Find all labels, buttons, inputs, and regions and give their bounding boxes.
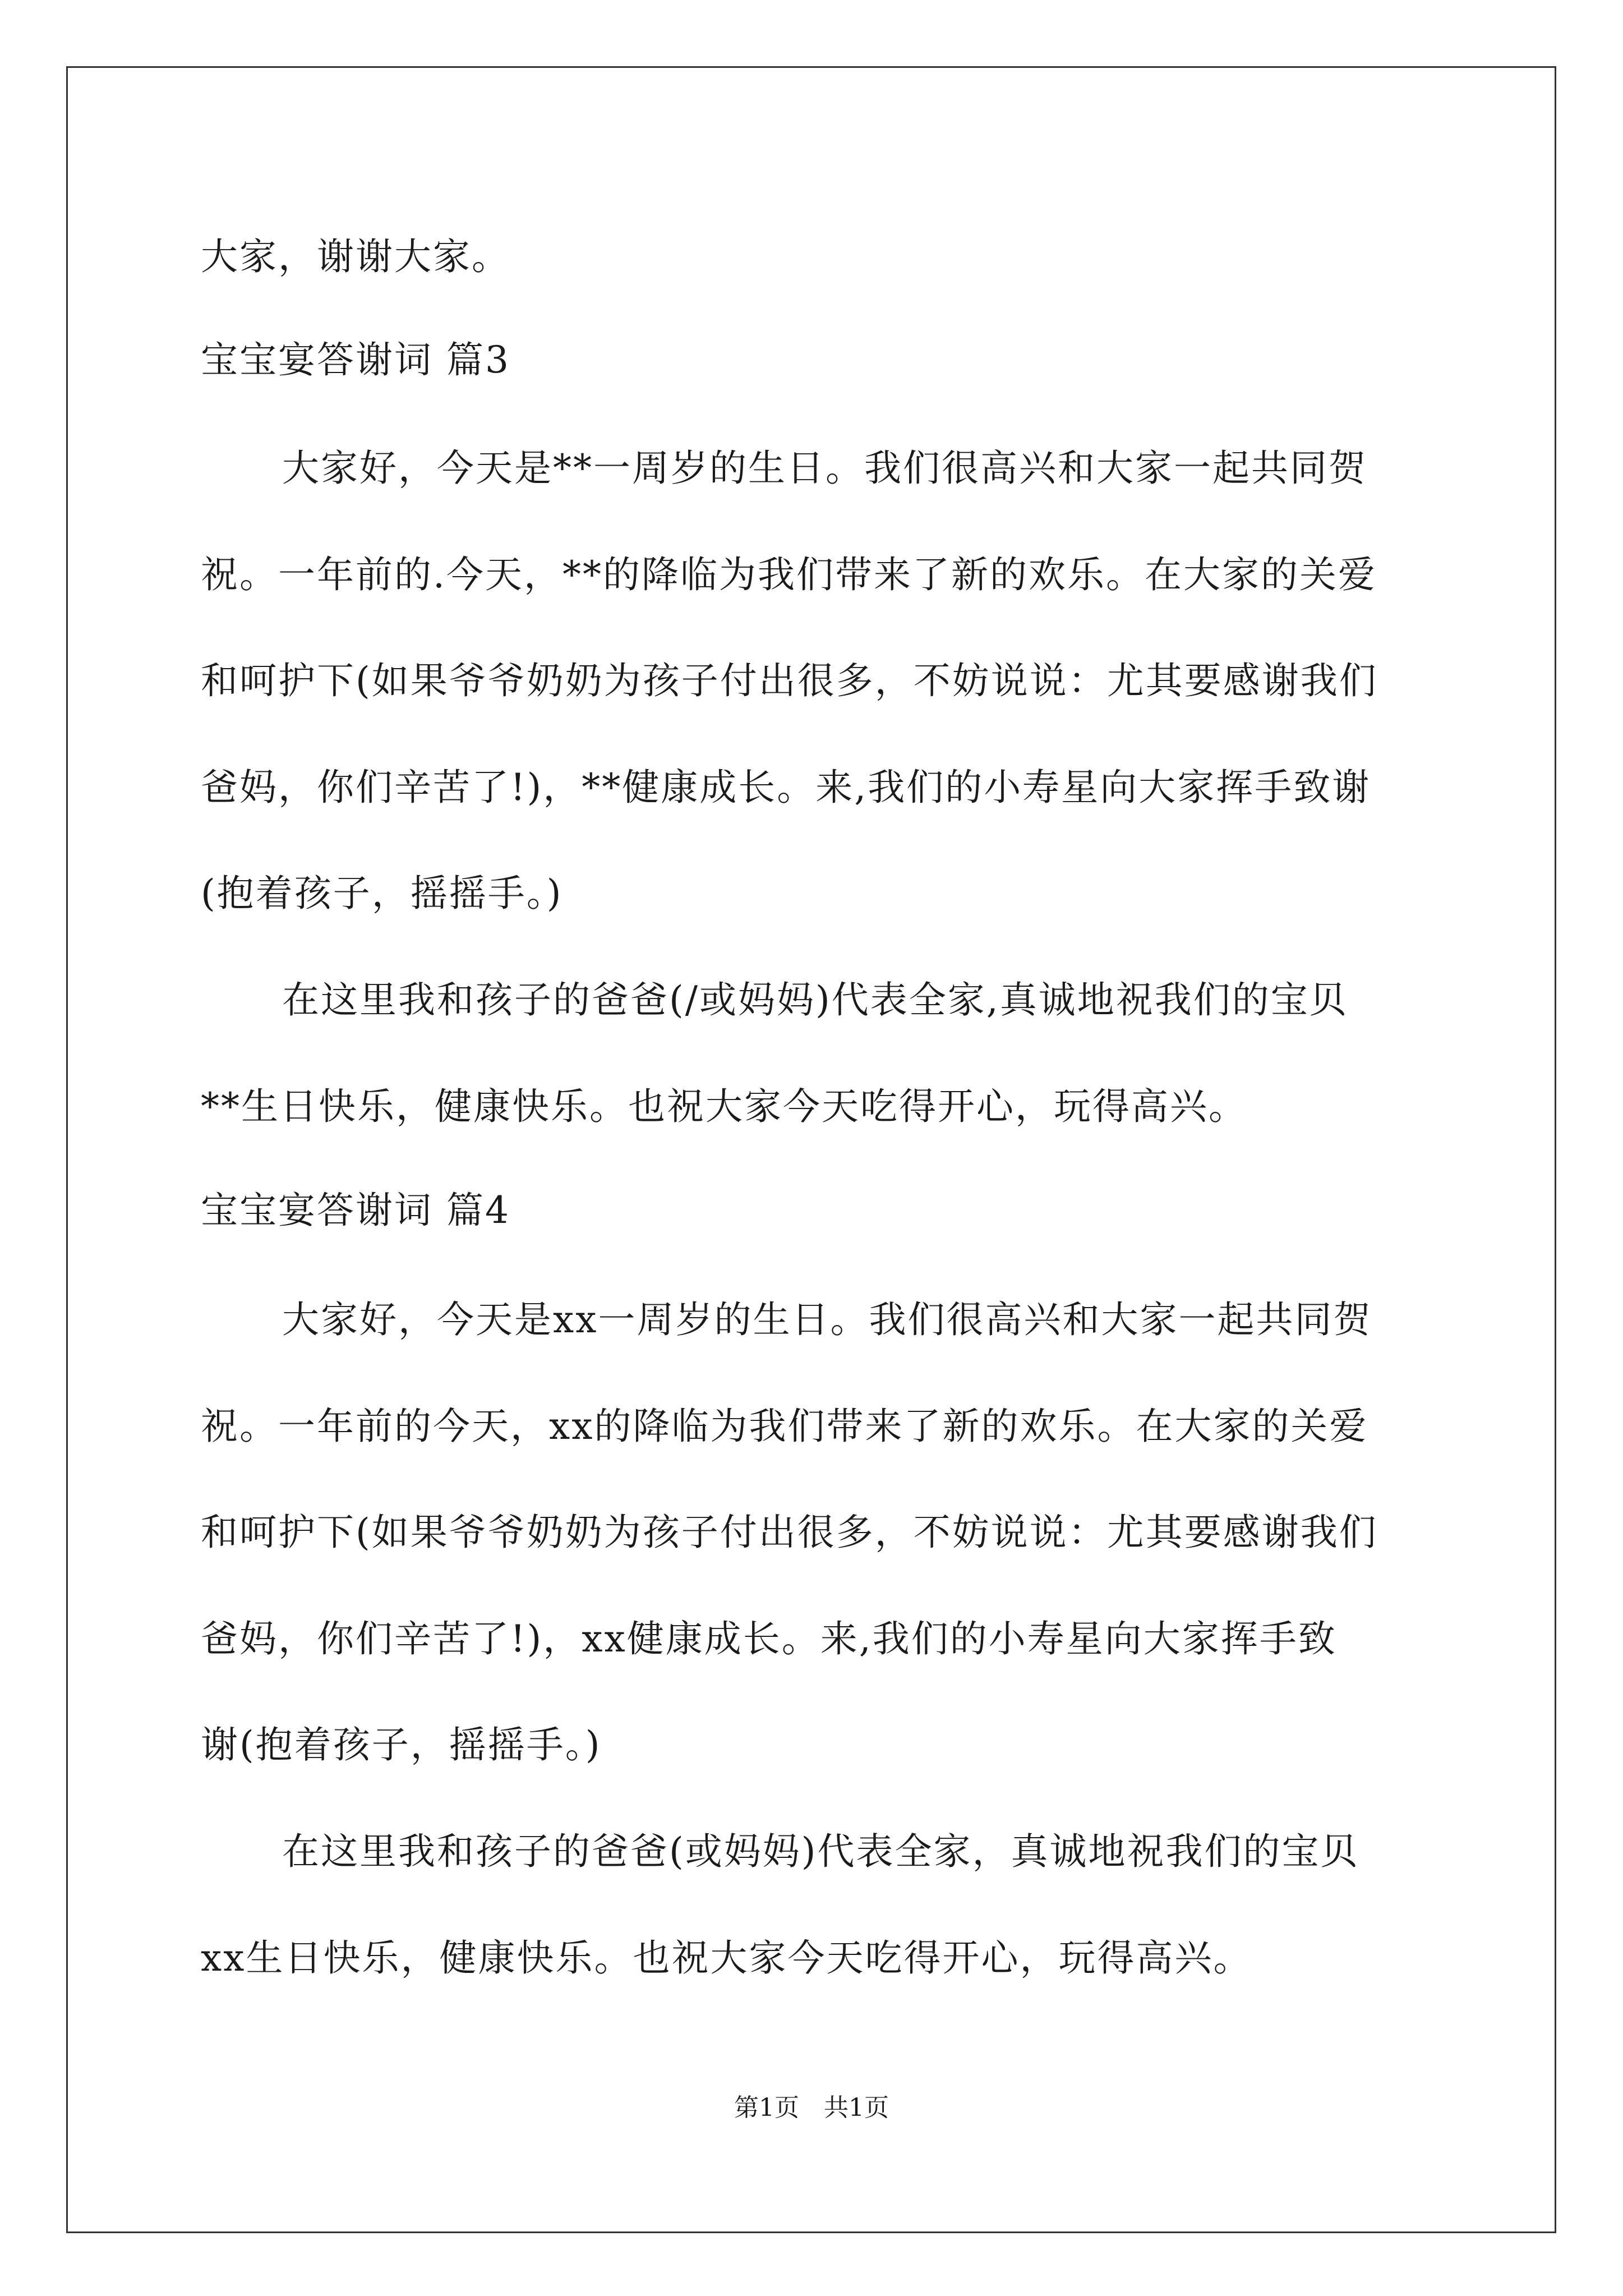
text-line: **生日快乐，健康快乐。也祝大家今天吃得开心，玩得高兴。 xyxy=(201,1085,1247,1128)
page-footer: 第1页 共1页 xyxy=(734,2093,889,2122)
page-border xyxy=(66,66,1556,2233)
text-line: 祝。一年前的.今天，**的降临为我们带来了新的欢乐。在大家的关爱 xyxy=(201,553,1377,596)
text-line: 大家好，今天是**一周岁的生日。我们很高兴和大家一起共同贺 xyxy=(282,447,1367,490)
text-line: 和呵护下(如果爷爷奶奶为孩子付出很多，不妨说说：尤其要感谢我们 xyxy=(201,659,1378,702)
text-line: 在这里我和孩子的爸爸(/或妈妈)代表全家,真诚地祝我们的宝贝 xyxy=(282,978,1348,1022)
section-heading: 宝宝宴答谢词 篇3 xyxy=(201,338,510,381)
text-line: (抱着孩子，摇摇手。) xyxy=(201,872,563,915)
text-line: 谢(抱着孩子，摇摇手。) xyxy=(201,1723,602,1766)
text-line: 大家，谢谢大家。 xyxy=(201,235,510,278)
text-line: 祝。一年前的今天，xx的降临为我们带来了新的欢乐。在大家的关爱 xyxy=(201,1405,1368,1448)
text-line: xx生日快乐，健康快乐。也祝大家今天吃得开心，玩得高兴。 xyxy=(201,1936,1252,1980)
text-line: 大家好，今天是xx一周岁的生日。我们很高兴和大家一起共同贺 xyxy=(282,1298,1372,1341)
text-line: 爸妈，你们辛苦了!)，xx健康成长。来,我们的小寿星向大家挥手致 xyxy=(201,1617,1337,1660)
section-heading: 宝宝宴答谢词 篇4 xyxy=(201,1189,510,1232)
text-line: 在这里我和孩子的爸爸(或妈妈)代表全家，真诚地祝我们的宝贝 xyxy=(282,1830,1359,1873)
text-line: 爸妈，你们辛苦了!)，**健康成长。来,我们的小寿星向大家挥手致谢 xyxy=(201,766,1371,809)
text-line: 和呵护下(如果爷爷奶奶为孩子付出很多，不妨说说：尤其要感谢我们 xyxy=(201,1511,1378,1554)
